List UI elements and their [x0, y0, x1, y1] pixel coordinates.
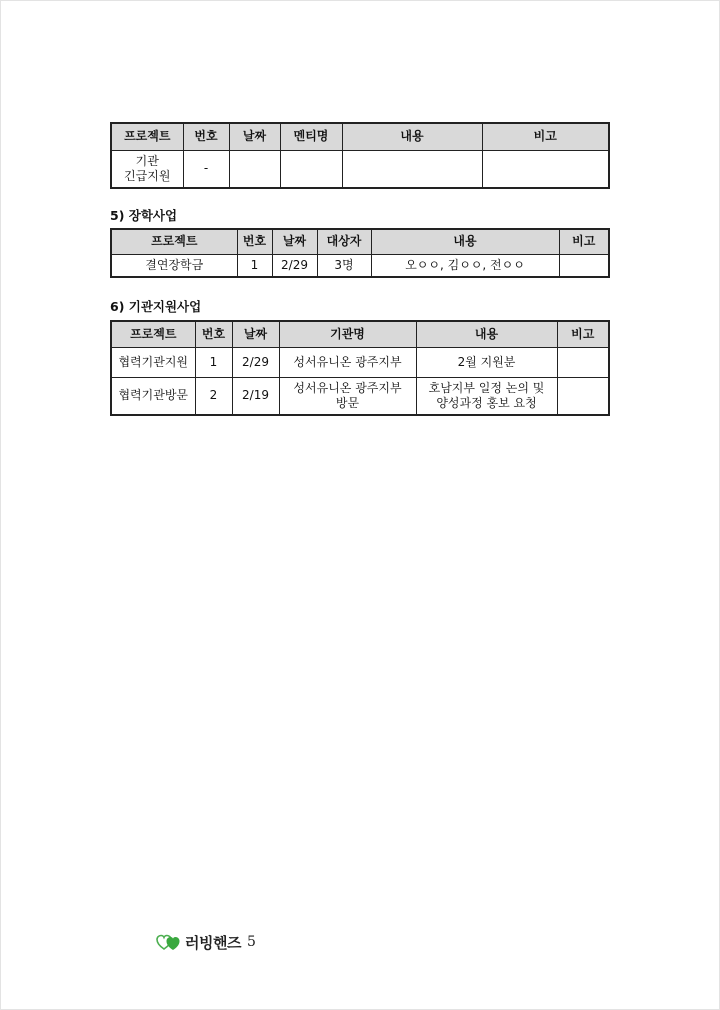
cell-date: 2/29 [272, 254, 317, 277]
section-title-scholarship: 5) 장학사업 [110, 208, 178, 223]
cell-content: 2월 지원분 [416, 347, 557, 377]
column-header-number: 번호 [183, 123, 229, 150]
page-number: 5 [246, 934, 256, 950]
cell-number: 1 [237, 254, 272, 277]
column-header-content: 내용 [371, 229, 559, 254]
two-hearts-icon [156, 933, 182, 951]
cell-remarks [482, 150, 609, 188]
cell-date: 2/29 [232, 347, 279, 377]
cell-content: 오ㅇㅇ, 김ㅇㅇ, 전ㅇㅇ [371, 254, 559, 277]
column-header-remarks: 비고 [482, 123, 609, 150]
column-header-mentee: 멘티명 [280, 123, 342, 150]
cell-mentee [280, 150, 342, 188]
cell-content: 호남지부 일정 논의 및 양성과정 홍보 요청 [416, 377, 557, 415]
column-header-project: 프로젝트 [111, 321, 195, 347]
column-header-project: 프로젝트 [111, 123, 183, 150]
table-row [111, 150, 609, 188]
cell-number: 2 [195, 377, 232, 415]
institution-support-table [110, 320, 610, 416]
column-header-institution: 기관명 [279, 321, 416, 347]
cell-number: 1 [195, 347, 232, 377]
brand-name: 러빙핸즈 [185, 933, 241, 952]
column-header-recipient: 대상자 [317, 229, 371, 254]
column-header-number: 번호 [195, 321, 232, 347]
cell-project: 결연장학금 [111, 254, 237, 277]
cell-project: 기관 긴급지원 [111, 150, 183, 188]
cell-project: 협력기관방문 [111, 377, 195, 415]
cell-date [229, 150, 280, 188]
table-row [111, 254, 609, 277]
cell-remarks [559, 254, 609, 277]
cell-remarks [557, 377, 609, 415]
cell-remarks [557, 347, 609, 377]
emergency-support-table [110, 122, 610, 189]
column-header-content: 내용 [342, 123, 482, 150]
cell-content [342, 150, 482, 188]
footer [156, 930, 256, 954]
column-header-date: 날짜 [229, 123, 280, 150]
column-header-date: 날짜 [272, 229, 317, 254]
cell-date: 2/19 [232, 377, 279, 415]
cell-project: 협력기관지원 [111, 347, 195, 377]
column-header-date: 날짜 [232, 321, 279, 347]
cell-recipient: 3명 [317, 254, 371, 277]
column-header-number: 번호 [237, 229, 272, 254]
table-row [111, 347, 609, 377]
cell-number: - [183, 150, 229, 188]
cell-institution: 성서유니온 광주지부 방문 [279, 377, 416, 415]
section-title-institution-support: 6) 기관지원사업 [110, 299, 202, 314]
column-header-content: 내용 [416, 321, 557, 347]
table-row [111, 377, 609, 415]
column-header-remarks: 비고 [557, 321, 609, 347]
column-header-project: 프로젝트 [111, 229, 237, 254]
cell-institution: 성서유니온 광주지부 [279, 347, 416, 377]
column-header-remarks: 비고 [559, 229, 609, 254]
scholarship-table [110, 228, 610, 278]
